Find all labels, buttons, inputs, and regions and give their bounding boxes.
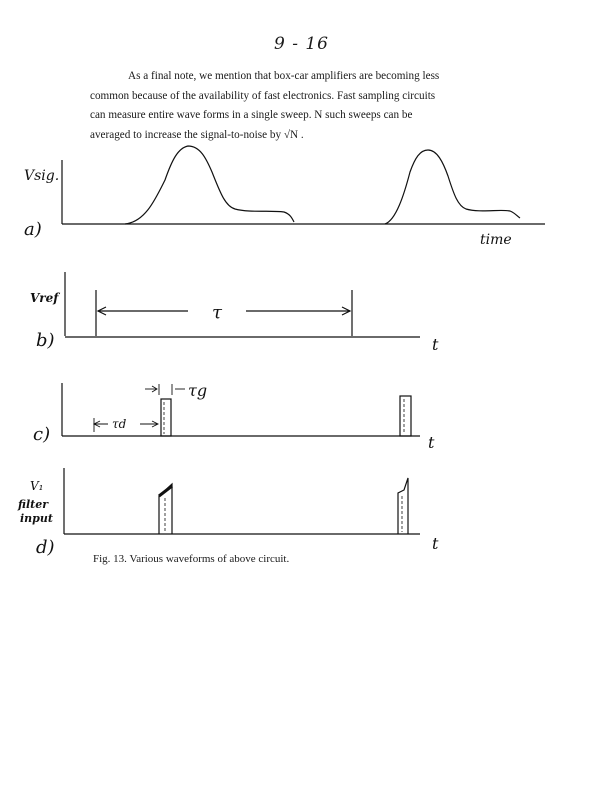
page-number: 9 - 16 bbox=[274, 34, 329, 54]
panel-d-xlabel: t bbox=[432, 534, 439, 553]
gate-width-label: τg bbox=[188, 381, 208, 400]
panel-a-pulse-2 bbox=[385, 150, 520, 224]
panel-b-reference bbox=[65, 272, 420, 337]
paragraph-line-2: common because of the availability of fast electronics. Fast sampling circuits bbox=[90, 89, 436, 102]
panel-a-pulse-1 bbox=[125, 146, 294, 224]
sampled-pulse-2 bbox=[398, 478, 408, 534]
paragraph-line-4: averaged to increase the signal-to-noise by √N . bbox=[90, 128, 304, 141]
paragraph-line-3: can measure entire wave forms in a single sweep. N such sweeps can be bbox=[90, 109, 413, 121]
panel-a-label: a) bbox=[24, 219, 42, 240]
panel-b-label: b) bbox=[36, 330, 55, 351]
panel-a-waveform bbox=[62, 146, 545, 224]
panel-d-ylabel-line-2: filter bbox=[18, 498, 49, 511]
paragraph-line-1: As a final note, we mention that box-car amplifiers are becoming less bbox=[128, 70, 440, 82]
panel-d-ylabel-line-1: V₁ bbox=[30, 479, 44, 493]
panel-d-label: d) bbox=[36, 537, 55, 558]
delay-label: τd bbox=[112, 417, 127, 431]
figure-caption: Fig. 13. Various waveforms of above circuit. bbox=[93, 553, 290, 565]
panel-b-ylabel: Vref bbox=[30, 291, 59, 305]
panel-d-filter-input bbox=[64, 468, 420, 534]
gate-pulse-2 bbox=[400, 396, 411, 436]
gate-pulse-1 bbox=[161, 399, 171, 436]
panel-d-ylabel-line-3: input bbox=[20, 512, 53, 525]
panel-a-ylabel: Vsig. bbox=[24, 168, 60, 184]
panel-c-xlabel: t bbox=[428, 433, 435, 452]
panel-a-xlabel: time bbox=[480, 232, 512, 248]
panel-c-label: c) bbox=[33, 424, 51, 445]
tau-label: τ bbox=[212, 302, 222, 323]
panel-b-xlabel: t bbox=[432, 335, 439, 354]
